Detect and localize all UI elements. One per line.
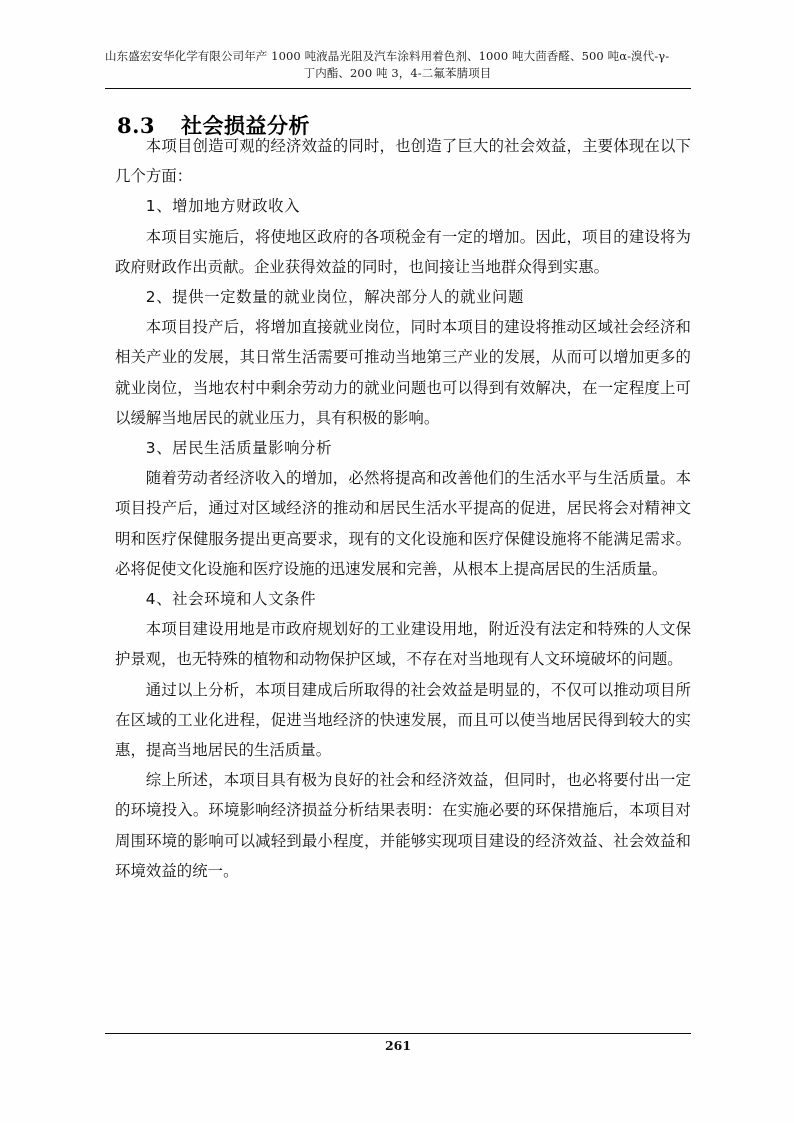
header-divider-rule (105, 88, 691, 89)
paragraph-item-1-heading: 1、增加地方财政收入 (145, 197, 301, 216)
paragraph-item-2-heading: 2、提供一定数量的就业岗位，解决部分人的就业问题 (145, 288, 524, 307)
paragraph-item-3-body: 随着劳动者经济收入的增加，必然将提高和改善他们的生活水平与生活质量。本项目投产后，通过对区域经济的推动和居民生活水平提高的促进，居民将会对精神文明和医疗保健服务提出更高要求，现有的文化设施和医疗保健设施将不能满足需求。必将促使文化设施和医疗设施的迅速发展和完善，从根本上提高居民的生活质量。 (115, 469, 691, 578)
paragraph-intro: 本项目创造可观的经济效益的同时，也创造了巨大的社会效益，主要体现在以下几个方面： (115, 137, 691, 186)
paragraph-item-4-heading: 4、社会环境和人文条件 (145, 590, 317, 609)
section-title: 社会损益分析 (181, 113, 311, 139)
running-header-line-1: 山东盛宏安华化学有限公司年产 1000 吨液晶光阻及汽车涂料用着色剂、1000 吨大茴香醛、500 吨α-溴代-γ- (105, 49, 670, 63)
paragraph-item-4-body: 本项目建设用地是市政府规划好的工业建设用地，附近没有法定和特殊的人文保护景观，也无特殊的植物和动物保护区域，不存在对当地现有人文环境破坏的问题。 (115, 620, 691, 669)
body-content (115, 131, 691, 886)
paragraph-item-3-heading: 3、居民生活质量影响分析 (145, 439, 333, 458)
paragraph-item-1-body: 本项目实施后，将使地区政府的各项税金有一定的增加。因此，项目的建设将为政府财政作出贡献。企业获得效益的同时，也间接让当地群众得到实惠。 (115, 227, 691, 276)
paragraph-conclusion: 综上所述，本项目具有极为良好的社会和经济效益，但同时，也必将要付出一定的环境投入。环境影响经济损益分析结果表明：在实施必要的环保措施后，本项目对周围环境的影响可以减轻到最小程度，并能够实现项目建设的经济效益、社会效益和环境效益的统一。 (115, 771, 691, 880)
running-header (105, 48, 690, 82)
paragraph-item-2-body: 本项目投产后，将增加直接就业岗位，同时本项目的建设将推动区域社会经济和相关产业的发展，其日常生活需要可推动当地第三产业的发展，从而可以增加更多的就业岗位，当地农村中剩余劳动力的就业问题也可以得到有效解决，在一定程度上可以缓解当地居民的就业压力，具有积极的影响。 (115, 318, 691, 427)
footer-divider-rule (105, 1033, 691, 1034)
section-number: 8.3 (117, 113, 156, 139)
page-number: 261 (384, 1038, 412, 1053)
running-header-line-2: 丁内酯、200 吨 3，4-二氟苯腈项目 (303, 66, 492, 80)
paragraph-summary-analysis: 通过以上分析，本项目建成后所取得的社会效益是明显的，不仅可以推动项目所在区域的工业化进程，促进当地经济的快速发展，而且可以使当地居民得到较大的实惠，提高当地居民的生活质量。 (115, 680, 691, 760)
